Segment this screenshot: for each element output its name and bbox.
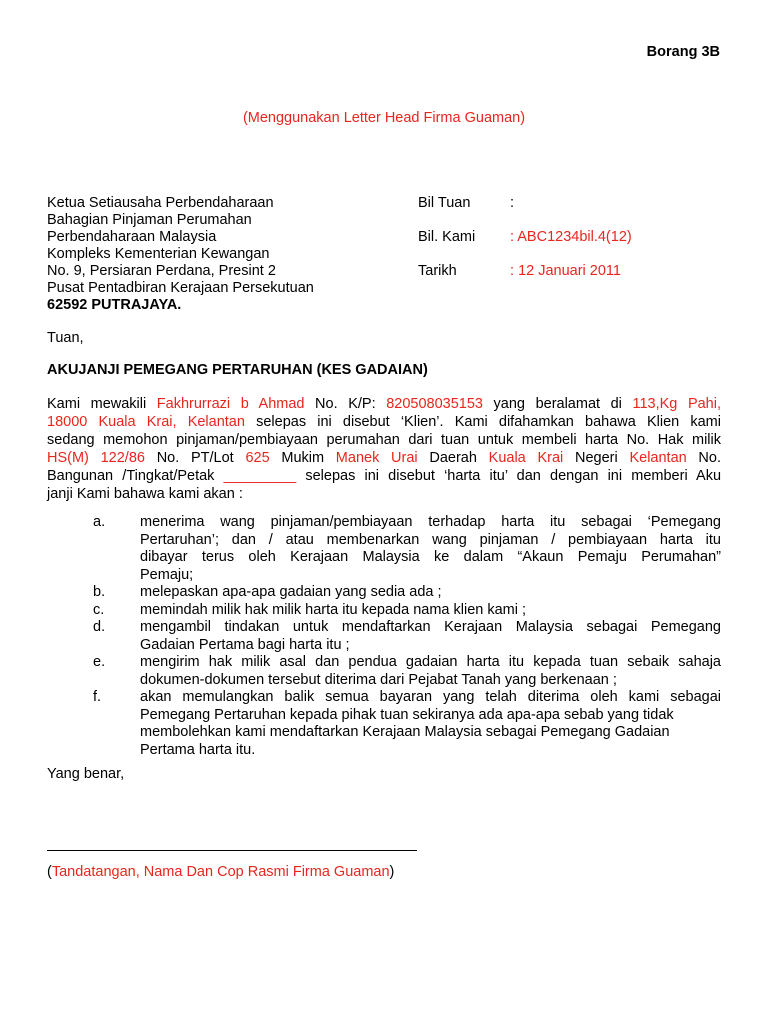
body-line bbox=[47, 413, 721, 431]
body-text: Negeri bbox=[563, 450, 630, 466]
list-item bbox=[93, 689, 721, 759]
body-text: No. K/P: bbox=[304, 396, 387, 412]
state: Kelantan bbox=[629, 450, 687, 466]
reference-block bbox=[418, 195, 632, 280]
our-ref-value: ABC1234bil.4(12) bbox=[517, 229, 632, 245]
our-ref-label: Bil. Kami bbox=[418, 229, 476, 245]
signature-caption bbox=[47, 864, 394, 880]
client-ic-number: 820508035153 bbox=[386, 396, 483, 412]
list-item bbox=[93, 514, 721, 584]
client-name: Fakhrurrazi b Ahmad bbox=[156, 396, 305, 412]
list-item-line: dibayar terus oleh Kerajaan Malaysia ke dalam “Akaun Pemaju Perumahan” bbox=[140, 549, 721, 565]
our-ref-colon: : bbox=[510, 229, 518, 245]
body-line bbox=[47, 467, 721, 485]
client-address: 113,Kg Pahi, bbox=[632, 396, 721, 412]
list-marker: c. bbox=[93, 601, 105, 618]
body-text: selepas ini disebut ‘Klien’. Kami difahamkan bahawa Klien kami bbox=[244, 414, 721, 430]
date-row bbox=[418, 263, 632, 280]
list-item-line: mengirim hak milik asal dan pendua gadaian harta itu kepada tuan sebaik sahaja bbox=[140, 654, 721, 670]
recipient-postcode-city: 62592 PUTRAJAYA. bbox=[47, 297, 182, 313]
list-item-line: melepaskan apa-apa gadaian yang sedia ada ; bbox=[140, 584, 442, 600]
client-address: 18000 Kuala Krai, Kelantan bbox=[47, 414, 245, 430]
list-item-line: Pertaruhan’; dan / atau membenarkan wang pinjaman / pembiayaan harta itu bbox=[140, 531, 721, 548]
list-item-line: mengambil tindakan untuk mendaftarkan Kerajaan Malaysia sebagai Pemegang bbox=[140, 619, 721, 635]
your-ref-label: Bil Tuan bbox=[418, 195, 471, 211]
body-text: Bangunan /Tingkat/Petak bbox=[47, 468, 224, 484]
title-number: HS(M) 122/86 bbox=[47, 450, 145, 466]
recipient-line: Kompleks Kementerian Kewangan bbox=[47, 246, 270, 262]
list-item-line: Pertama harta itu. bbox=[140, 741, 256, 758]
recipient-line: Bahagian Pinjaman Perumahan bbox=[47, 212, 252, 228]
salutation: Tuan, bbox=[47, 330, 84, 346]
list-marker: e. bbox=[93, 654, 106, 670]
list-marker: a. bbox=[93, 514, 106, 530]
body-line bbox=[47, 395, 721, 413]
subject-heading: AKUJANJI PEMEGANG PERTARUHAN (KES GADAIAN) bbox=[47, 362, 428, 378]
list-item-line: Gadaian Pertama bagi harta itu ; bbox=[140, 636, 350, 653]
body-text: No. PT/Lot bbox=[144, 450, 246, 466]
recipient-line: Ketua Setiausaha Perbendaharaan bbox=[47, 195, 274, 211]
list-marker: f. bbox=[93, 689, 102, 705]
body-paragraph bbox=[47, 395, 721, 503]
closing-phrase: Yang benar, bbox=[47, 766, 125, 782]
list-item-line: Pemaju; bbox=[140, 566, 194, 583]
list-item-line: menerima wang pinjaman/pembiayaan terhadap harta itu sebagai ‘Pemegang bbox=[140, 514, 721, 530]
undertaking-list bbox=[93, 514, 721, 759]
our-ref-row bbox=[418, 229, 632, 246]
list-item bbox=[93, 654, 721, 689]
caption-text: Tandatangan, Nama Dan Cop Rasmi Firma Guaman bbox=[51, 864, 390, 880]
letterhead-note: (Menggunakan Letter Head Firma Guaman) bbox=[242, 110, 526, 126]
list-item-line: membolehkan kami mendaftarkan Kerajaan Malaysia sebagai Pemegang Gadaian bbox=[140, 724, 670, 740]
list-marker: b. bbox=[93, 584, 106, 600]
recipient-line: No. 9, Persiaran Perdana, Presint 2 bbox=[47, 263, 276, 279]
form-code: Borang 3B bbox=[646, 44, 720, 60]
date-value: 12 Januari 2011 bbox=[518, 263, 621, 279]
list-item-line: Pemegang Pertaruhan kepada pihak tuan sekiranya ada apa-apa sebab yang tidak bbox=[140, 706, 674, 723]
list-item-line: dokumen-dokumen tersebut diterima dari Pejabat Tanah yang berkenaan ; bbox=[140, 671, 617, 688]
date-label: Tarikh bbox=[418, 263, 457, 279]
list-item bbox=[93, 619, 721, 654]
date-colon: : bbox=[510, 263, 519, 279]
body-text: Daerah bbox=[417, 450, 489, 466]
body-line: sedang memohon pinjaman/pembiayaan perumahan dari tuan untuk membeli harta No. Hak milik bbox=[47, 432, 721, 448]
list-item bbox=[93, 602, 721, 620]
recipient-line: Pusat Pentadbiran Kerajaan Persekutuan bbox=[47, 280, 314, 296]
your-ref-row bbox=[418, 195, 632, 212]
district: Kuala Krai bbox=[488, 450, 564, 466]
caption-bracket: ) bbox=[389, 864, 395, 880]
signature-line bbox=[47, 850, 417, 851]
list-marker: d. bbox=[93, 619, 106, 635]
body-line bbox=[47, 449, 721, 467]
mukim: Manek Urai bbox=[335, 450, 418, 466]
list-item-line: akan memulangkan balik semua bayaran yang telah diterima oleh kami sebagai bbox=[140, 689, 721, 705]
body-text: yang beralamat di bbox=[482, 396, 633, 412]
body-line: janji Kami bahawa kami akan : bbox=[47, 486, 243, 502]
body-text: No. bbox=[686, 450, 721, 466]
your-ref-value: : bbox=[510, 195, 515, 211]
unit-number-blank: _________ bbox=[223, 468, 297, 484]
body-text: selepas ini disebut ‘harta itu’ dan dengan ini memberi Aku bbox=[296, 468, 722, 484]
recipient-address bbox=[47, 195, 314, 314]
body-text: Mukim bbox=[269, 450, 336, 466]
list-item bbox=[93, 584, 721, 602]
recipient-line: Perbendaharaan Malaysia bbox=[47, 229, 217, 245]
body-text: Kami mewakili bbox=[47, 396, 157, 412]
list-item-line: memindah milik hak milik harta itu kepada nama klien kami ; bbox=[140, 601, 527, 618]
caption-bracket: ( bbox=[47, 864, 52, 880]
lot-number: 625 bbox=[245, 450, 270, 466]
